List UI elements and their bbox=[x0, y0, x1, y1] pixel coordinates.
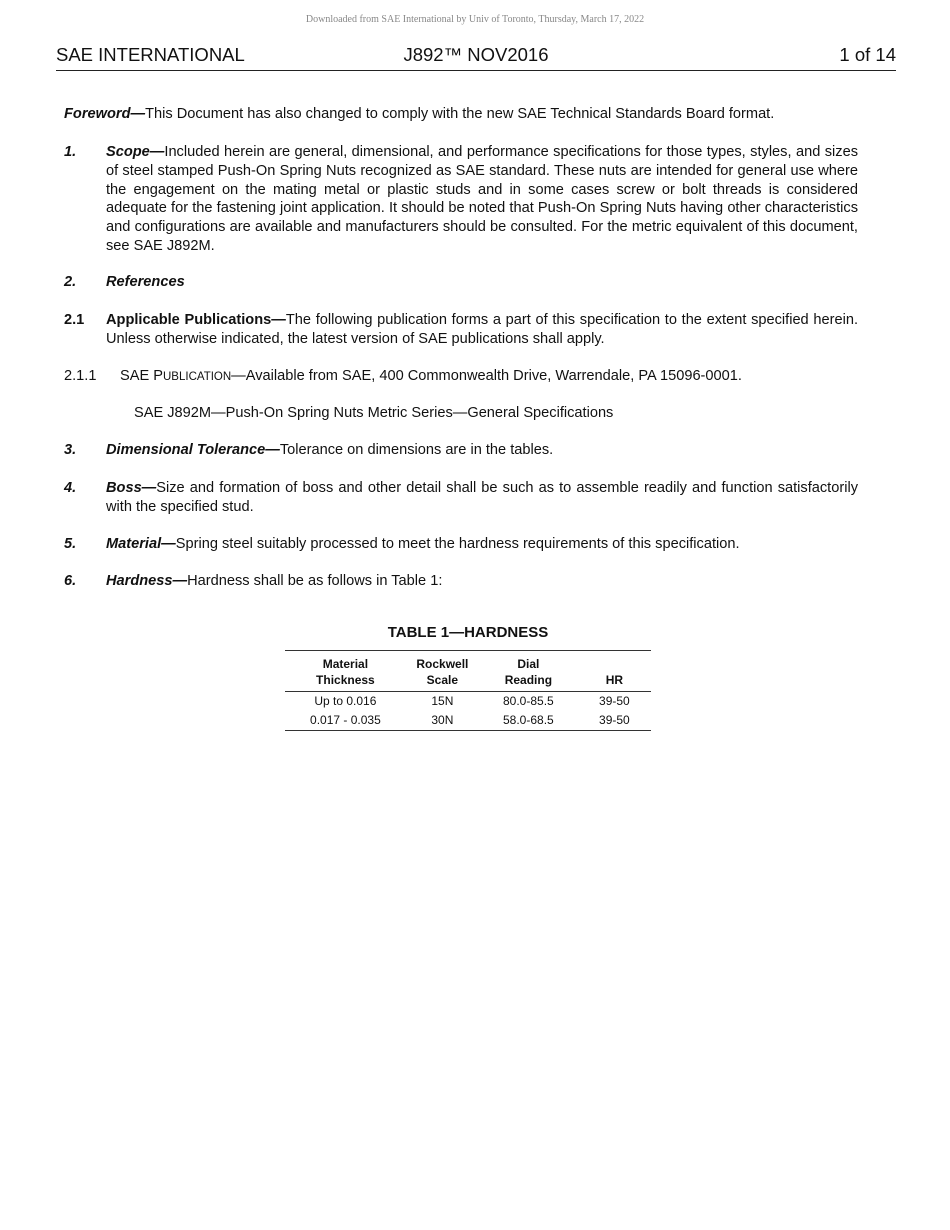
col-header-rockwell-scale: Rockwell Scale bbox=[406, 651, 479, 692]
section-heading: Scope— bbox=[106, 144, 165, 160]
table-cell: 39-50 bbox=[578, 711, 651, 731]
col-header-material-thickness: Material Thickness bbox=[285, 651, 406, 692]
table-row bbox=[285, 692, 651, 712]
section-heading: References bbox=[106, 274, 185, 290]
section-heading: Applicable Publications— bbox=[106, 312, 286, 328]
header-org: SAE INTERNATIONAL bbox=[56, 44, 245, 65]
section-number: 4. bbox=[64, 480, 77, 496]
foreword-label: Foreword— bbox=[64, 106, 146, 122]
header-page-number: 1 of 14 bbox=[839, 44, 896, 65]
reference-item: SAE J892M—Push-On Spring Nuts Metric Series—General Specifications bbox=[134, 405, 614, 421]
section-text: Hardness shall be as follows in Table 1: bbox=[187, 573, 443, 589]
hardness-table bbox=[285, 650, 651, 731]
col-header-dial-reading: Dial Reading bbox=[479, 651, 578, 692]
section-heading: Hardness— bbox=[106, 573, 188, 589]
table-cell: 30N bbox=[406, 711, 479, 731]
section-number: 2.1 bbox=[64, 312, 85, 328]
section-5-material bbox=[64, 535, 858, 554]
section-2-1-applicable-publications bbox=[64, 311, 858, 349]
section-2-references bbox=[64, 273, 858, 292]
section-6-hardness bbox=[64, 572, 858, 591]
table-header-row bbox=[285, 651, 651, 692]
page-header bbox=[56, 44, 896, 71]
section-number: 2.1.1 bbox=[64, 368, 97, 384]
col-header-hr: HR bbox=[578, 651, 651, 692]
table-cell: 15N bbox=[431, 694, 454, 708]
download-watermark: Downloaded from SAE International by Univ of Toronto, Thursday, March 17, 2022 bbox=[305, 14, 645, 25]
table-row bbox=[285, 711, 651, 731]
section-number: 1. bbox=[64, 144, 77, 160]
section-number: 3. bbox=[64, 442, 77, 458]
section-number: 5. bbox=[64, 536, 77, 552]
section-text: —Available from SAE, 400 Commonwealth Drive, Warrendale, PA 15096-0001. bbox=[231, 368, 742, 384]
section-number: 2. bbox=[64, 274, 77, 290]
section-heading: Dimensional Tolerance— bbox=[106, 442, 280, 458]
section-text: Included herein are general, dimensional, and performance specifications for those types, styles, and sizes of steel stamped Push-On Spring Nuts recognized as SAE standard. These nuts are intended for general use where the engagement on the mating metal or plastic studs and in some cases screw or bolt threads is considered adequate for the fastening joint application. It should be noted that Push-On Spring Nuts having other characteristics and configurations are available and manufacturers should be consulted. For the metric equivalent of this document, see SAE J892M. bbox=[106, 144, 858, 254]
section-text: The following publication forms a part of this specification to the extent specified herein. Unless otherwise indicated, the latest version of SAE publications shall apply. bbox=[106, 312, 858, 347]
table-cell: Up to 0.016 bbox=[314, 694, 377, 708]
section-text: Size and formation of boss and other detail shall be such as to assemble readily and function satisfactorily with the specified stud. bbox=[106, 480, 858, 515]
foreword-text: This Document has also changed to comply with the new SAE Technical Standards Board format. bbox=[145, 106, 775, 122]
table-cell: 80.0-85.5 bbox=[503, 694, 554, 708]
section-3-dimensional-tolerance bbox=[64, 441, 858, 460]
table-cell: 0.017 - 0.035 bbox=[285, 711, 406, 731]
section-heading-smallcaps: UBLICATION bbox=[163, 371, 232, 383]
section-heading: Material— bbox=[106, 536, 176, 552]
section-2-1-1-sae-publication bbox=[64, 367, 858, 387]
section-1-scope bbox=[64, 143, 858, 256]
section-text: Tolerance on dimensions are in the tables. bbox=[279, 442, 554, 458]
header-doc-id: J892™ NOV2016 bbox=[403, 44, 549, 65]
table-cell: 58.0-68.5 bbox=[479, 711, 578, 731]
section-text: Spring steel suitably processed to meet the hardness requirements of this specification. bbox=[175, 536, 740, 552]
foreword-paragraph bbox=[64, 105, 858, 124]
section-heading-prefix: SAE P bbox=[120, 368, 163, 384]
section-heading: Boss— bbox=[106, 480, 157, 496]
table-cell: 39-50 bbox=[599, 694, 630, 708]
section-number: 6. bbox=[64, 573, 77, 589]
section-4-boss bbox=[64, 479, 858, 517]
table-title: TABLE 1—HARDNESS bbox=[387, 624, 549, 641]
